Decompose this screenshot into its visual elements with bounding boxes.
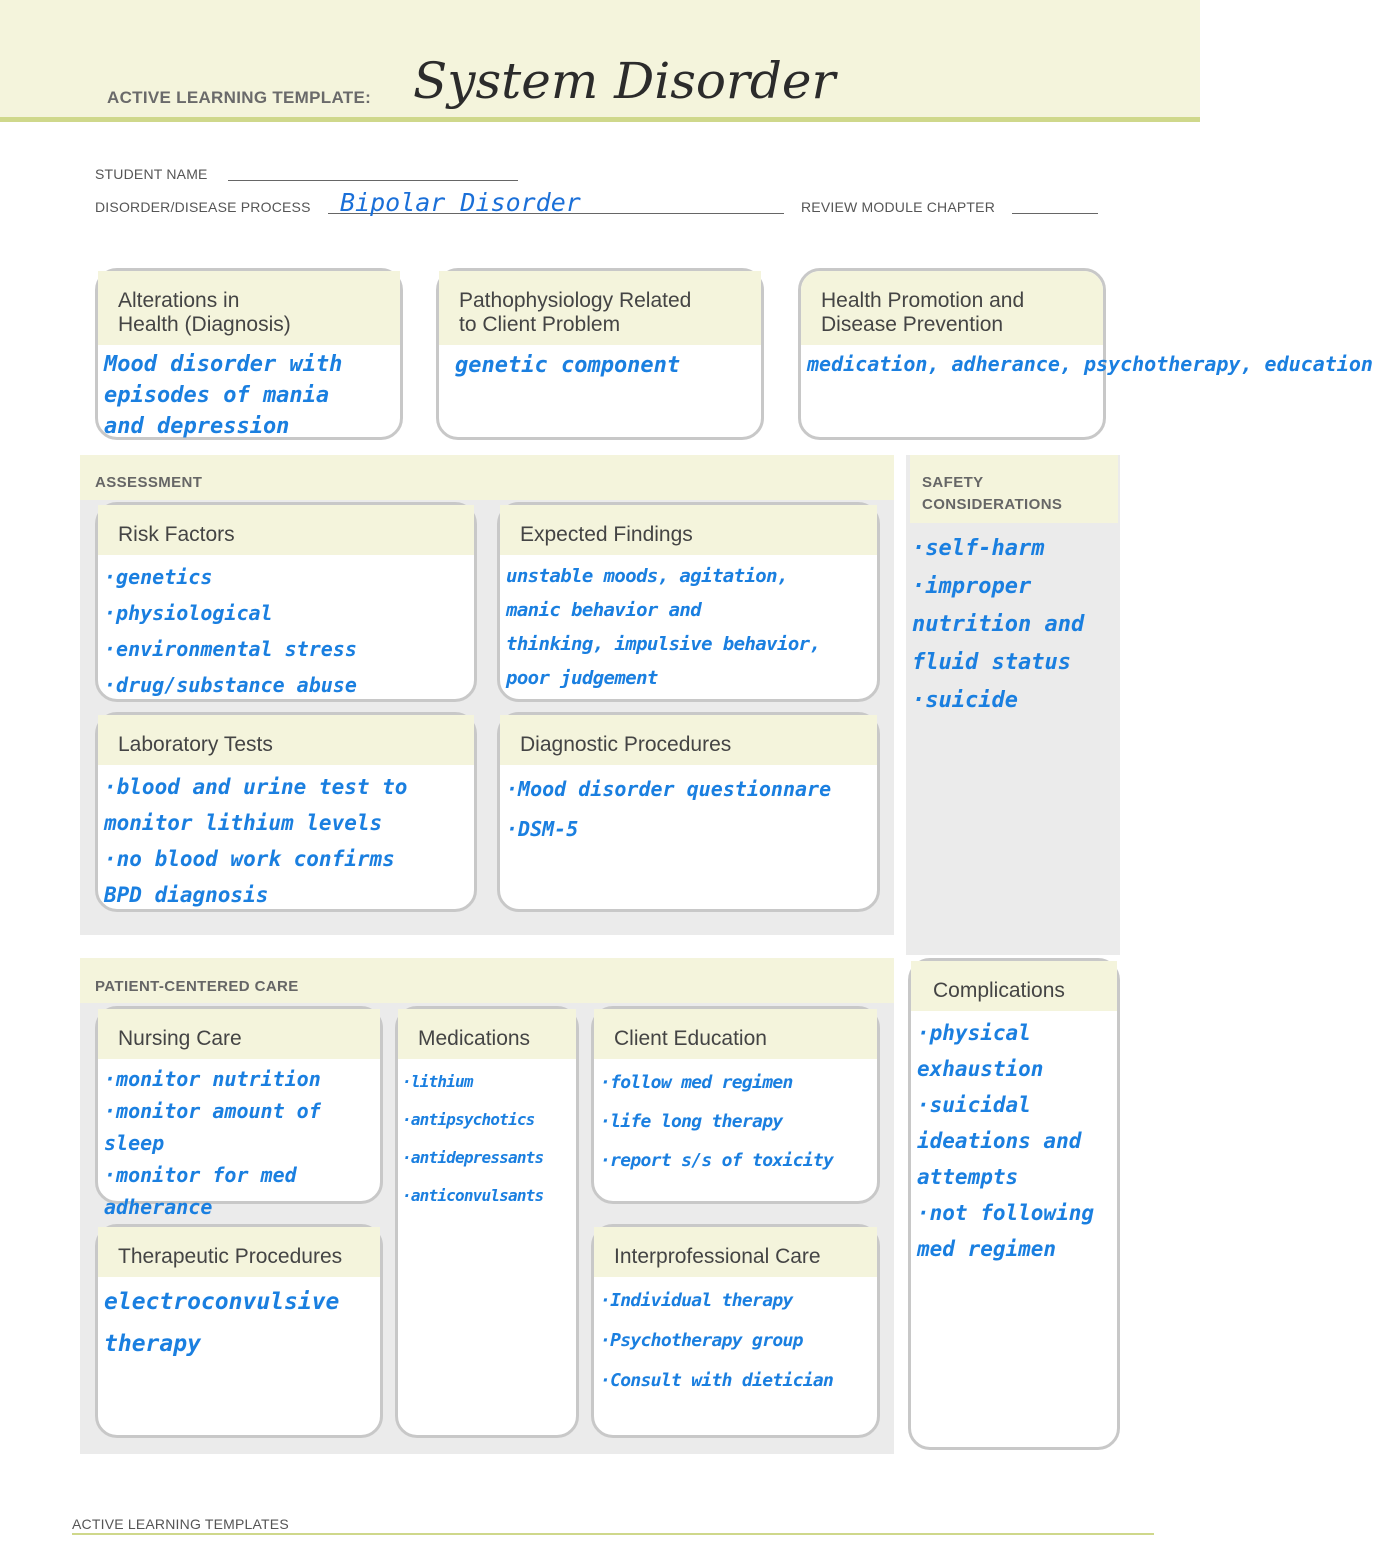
diagnostic-procedures-box	[497, 712, 880, 912]
safety-content: ·self-harm ·improper nutrition and fluid status ·suicide	[912, 536, 1085, 713]
footer-rule	[72, 1533, 1154, 1535]
risk-factors-box	[95, 502, 477, 702]
nursing-care-heading: Nursing Care	[98, 1009, 380, 1059]
template-label: ACTIVE LEARNING TEMPLATE:	[107, 88, 372, 107]
nursing-care-box	[95, 1006, 383, 1219]
alterations-box	[95, 268, 403, 440]
laboratory-tests-heading: Laboratory Tests	[98, 715, 474, 765]
interprofessional-care-heading: Interprofessional Care	[594, 1227, 877, 1277]
risk-factors-content: ·genetics ·physiological ·environmental stress ·drug/substance abuse	[104, 565, 357, 697]
client-education-box	[591, 1006, 880, 1204]
pathophysiology-heading: Pathophysiology Related to Client Problem	[439, 271, 761, 345]
client-education-content: ·follow med regimen ·life long therapy ·report s/s of toxicity	[600, 1072, 834, 1171]
health-promotion-content: medication, adherance, psychotherapy, education	[807, 352, 1373, 376]
page-title: System Disorder	[413, 52, 836, 110]
interprofessional-care-box	[591, 1224, 880, 1438]
medications-content: ·lithium ·antipsychotics ·antidepressants ·anticonvulsants	[402, 1072, 544, 1205]
interprofessional-care-content: ·Individual therapy ·Psychotherapy group ·Consult with dietician	[600, 1290, 834, 1391]
student-name-label: STUDENT NAME	[95, 166, 208, 182]
nursing-care-content: ·monitor nutrition ·monitor amount of sleep ·monitor for med adherance	[104, 1067, 321, 1219]
diagnostic-procedures-content: ·Mood disorder questionnare ·DSM-5	[506, 777, 832, 841]
disorder-label: DISORDER/DISEASE PROCESS	[95, 199, 311, 215]
risk-factors-heading: Risk Factors	[98, 505, 474, 555]
laboratory-tests-box	[95, 712, 477, 912]
health-promotion-box	[798, 268, 1373, 440]
laboratory-tests-content: ·blood and urine test to monitor lithium levels ·no blood work confirms BPD diagnosis	[104, 775, 408, 907]
complications-heading: Complications	[911, 961, 1117, 1011]
diagnostic-procedures-heading: Diagnostic Procedures	[500, 715, 877, 765]
patient-care-heading: PATIENT-CENTERED CARE	[95, 978, 299, 995]
alterations-content: Mood disorder with episodes of mania and depression	[104, 352, 343, 439]
review-chapter-field[interactable]	[1012, 213, 1098, 214]
complications-content: ·physical exhaustion ·suicidal ideations and attempts ·not following med regimen	[917, 1021, 1095, 1261]
safety-heading: SAFETY CONSIDERATIONS	[910, 455, 1118, 523]
alterations-heading: Alterations in Health (Diagnosis)	[98, 271, 400, 345]
pathophysiology-content: genetic component	[455, 353, 681, 378]
header-band	[0, 0, 1200, 122]
review-chapter-label: REVIEW MODULE CHAPTER	[801, 199, 995, 215]
pathophysiology-box	[436, 268, 764, 440]
expected-findings-heading: Expected Findings	[500, 505, 877, 555]
medications-heading: Medications	[398, 1009, 576, 1059]
therapeutic-procedures-box	[95, 1224, 383, 1438]
health-promotion-heading: Health Promotion and Disease Prevention	[801, 271, 1103, 345]
expected-findings-box	[497, 502, 880, 702]
complications-box	[908, 958, 1120, 1450]
disorder-value: Bipolar Disorder	[340, 188, 581, 217]
therapeutic-procedures-content: electroconvulsive therapy	[104, 1289, 340, 1357]
medications-box	[395, 1006, 579, 1438]
student-name-field[interactable]	[228, 180, 518, 181]
client-education-heading: Client Education	[594, 1009, 877, 1059]
footer-label: ACTIVE LEARNING TEMPLATES	[72, 1516, 289, 1532]
therapeutic-procedures-heading: Therapeutic Procedures	[98, 1227, 380, 1277]
expected-findings-content: unstable moods, agitation, manic behavior and thinking, impulsive behavior, poor judgement	[506, 565, 821, 689]
assessment-heading: ASSESSMENT	[95, 474, 203, 491]
